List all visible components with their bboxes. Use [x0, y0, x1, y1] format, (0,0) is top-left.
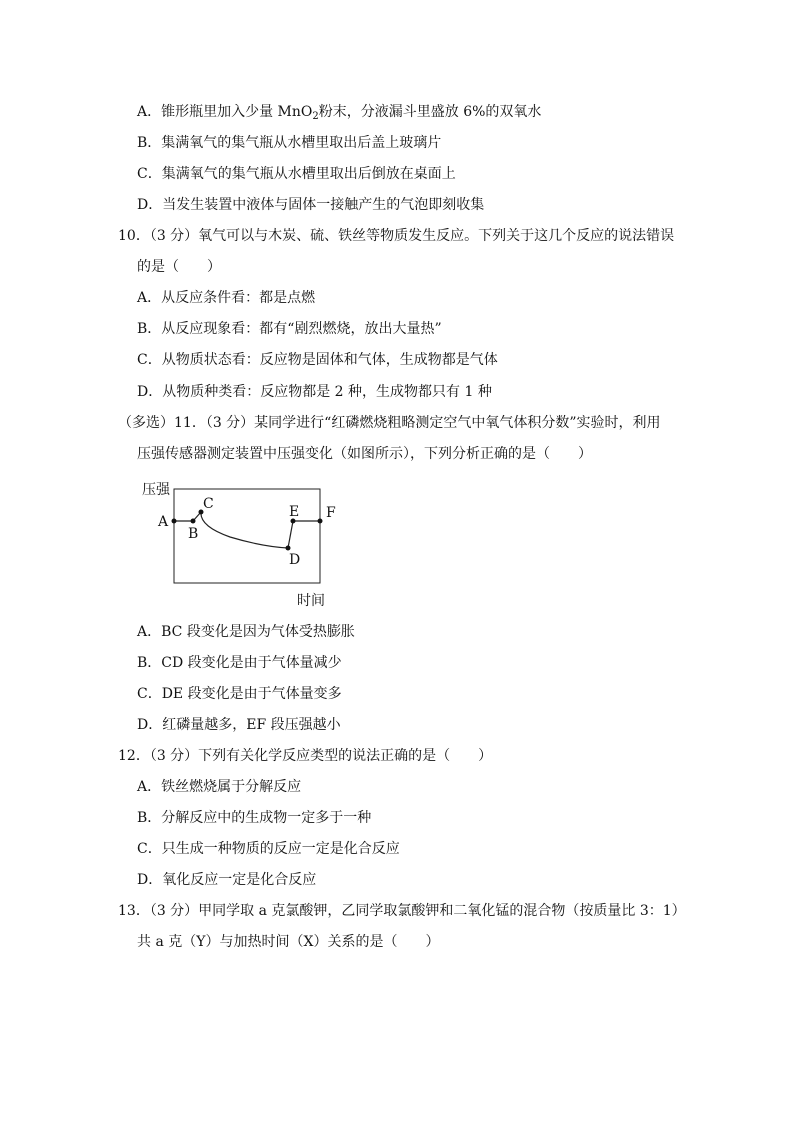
point-d-label: D	[289, 552, 301, 568]
segment-de	[288, 521, 293, 548]
point-f-dot	[318, 519, 323, 524]
q9-option-a-text-post: 粉末，分液漏斗里盛放 6%的双氧水	[318, 104, 542, 120]
point-f-label: F	[326, 505, 336, 521]
q10-stem-line2: 的是（ ）	[137, 259, 221, 275]
y-axis-label: 压强	[142, 482, 170, 498]
q10-stem-line1: 10．（3 分）氧气可以与木炭、硫、铁丝等物质发生反应。下列关于这几个反应的说法错误	[118, 228, 675, 244]
q12-stem: 12．（3 分）下列有关化学反应类型的说法正确的是（ ）	[118, 748, 493, 764]
q10-option-b: B．从反应现象看：都有“剧烈燃烧，放出大量热”	[137, 321, 442, 337]
q11-stem-line2: 压强传感器测定装置中压强变化（如图所示），下列分析正确的是（ ）	[137, 446, 592, 462]
q12-option-c: C．只生成一种物质的反应一定是化合反应	[137, 841, 400, 857]
q11-option-c: C．DE 段变化是由于气体量变多	[137, 686, 342, 702]
point-e-label: E	[289, 504, 300, 520]
q9-option-d: D．当发生装置中液体与固体一接触产生的气泡即刻收集	[137, 197, 485, 213]
x-axis-label: 时间	[297, 593, 325, 609]
segment-cd	[201, 512, 288, 548]
q10-option-c: C．从物质状态看：反应物是固体和气体，生成物都是气体	[137, 352, 498, 368]
q9-option-b: B．集满氧气的集气瓶从水槽里取出后盖上玻璃片	[137, 135, 442, 151]
q11-option-b: B．CD 段变化是由于气体量减少	[137, 655, 342, 671]
q13-stem-line1: 13．（3 分）甲同学取 a 克氯酸钾，乙同学取氯酸钾和二氧化锰的混合物（按质量比 3：1）	[118, 903, 686, 919]
q11-option-d: D．红磷量越多，EF 段压强越小	[137, 717, 341, 733]
q9-option-a-subscript: 2	[312, 111, 319, 122]
q11-stem-line1: （多选）11．（3 分）某同学进行“红磷燃烧粗略测定空气中氧气体积分数”实验时，利用	[118, 415, 661, 431]
q11-option-a: A．BC 段变化是因为气体受热膨胀	[137, 624, 355, 640]
point-b-label: B	[188, 526, 199, 542]
q10-option-a: A．从反应条件看：都是点燃	[137, 290, 316, 306]
q9-option-c: C．集满氧气的集气瓶从水槽里取出后倒放在桌面上	[137, 166, 456, 182]
point-a-label: A	[158, 514, 169, 530]
point-b-dot	[191, 519, 196, 524]
q12-option-b: B．分解反应中的生成物一定多于一种	[137, 810, 372, 826]
point-c-label: C	[203, 496, 214, 512]
q9-option-a-text-pre: A．锥形瓶里加入少量 MnO	[137, 104, 313, 120]
point-d-dot	[286, 546, 291, 551]
q13-stem-line2: 共 a 克（Y）与加热时间（X）关系的是（ ）	[137, 934, 440, 950]
point-a-dot	[172, 519, 177, 524]
q12-option-a: A．铁丝燃烧属于分解反应	[137, 779, 302, 795]
q10-option-d: D．从物质种类看：反应物都是 2 种，生成物都只有 1 种	[137, 384, 492, 400]
q12-option-d: D．氧化反应一定是化合反应	[137, 872, 317, 888]
